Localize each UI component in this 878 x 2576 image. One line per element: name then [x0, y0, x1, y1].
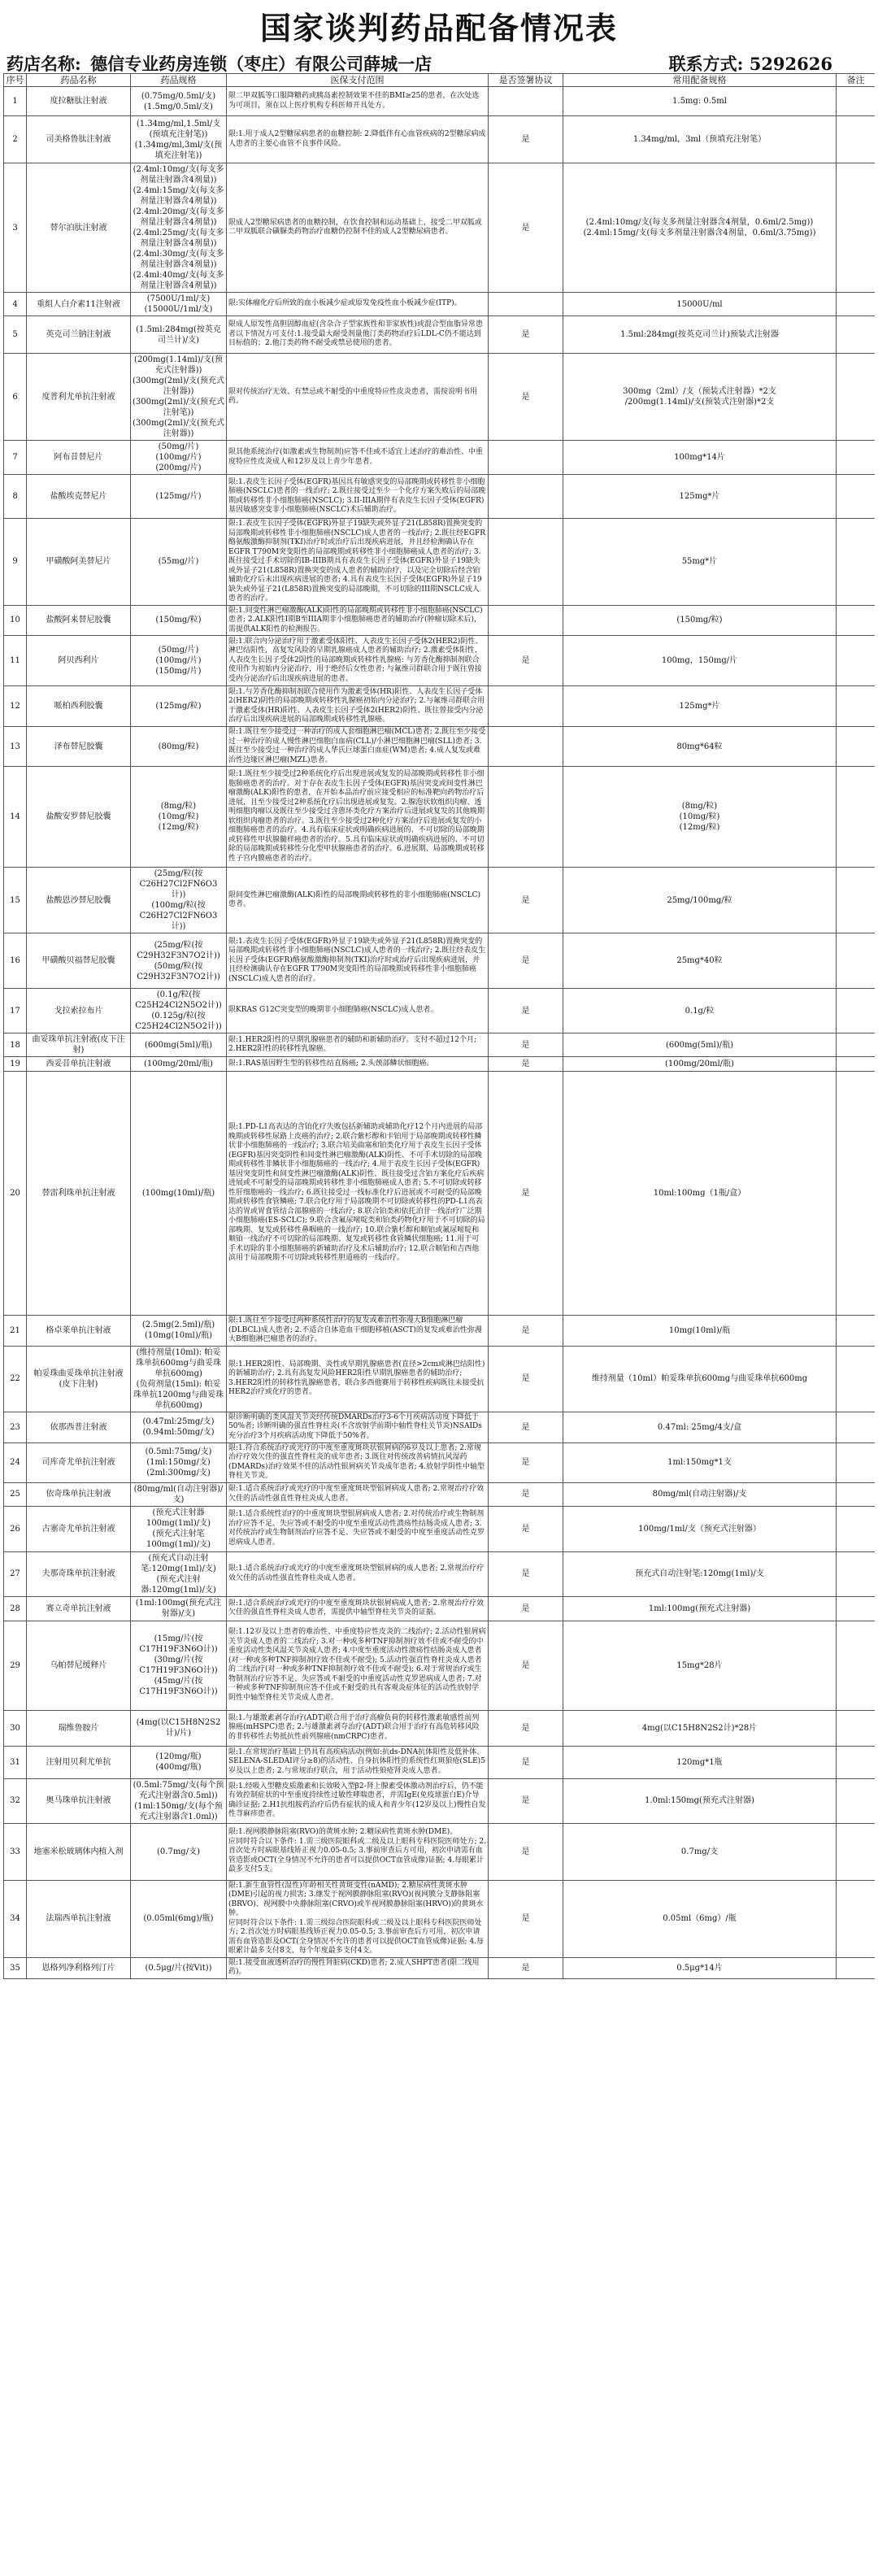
row-number-cell: 20: [4, 1072, 27, 1316]
row-number-cell: 28: [4, 1596, 27, 1621]
drug-spec-cell: (80mg/粒): [131, 727, 227, 767]
common-spec-cell: 300mg（2ml）/支（预装式注射器）*2支 /200mg(1.14ml)/支(预装式注射器)*2支: [563, 354, 837, 441]
drug-spec-cell: (0.5ml:75mg/支) (1ml:150mg/支) (2ml:300mg/支): [131, 1442, 227, 1482]
drug-spec-cell: (50mg/片) (100mg/片) (200mg/片): [131, 441, 227, 475]
insurance-scope-cell: 限:1.与雄激素剥夺治疗(ADT)联合用于治疗高瘤负荷的转移性激素敏感性前列腺癌(mHSPC)患者; 2.与雄激素剥夺治疗(ADT)联合用于治疗有高危转移风险的非转移性去势抵抗性前列腺癌(nmCRPC)患者。: [227, 1710, 489, 1746]
table-row: [4, 1746, 876, 1778]
row-number-cell: 6: [4, 354, 27, 441]
common-spec-cell: 55mg*片: [563, 519, 837, 606]
row-number-cell: 15: [4, 868, 27, 933]
insurance-scope-cell: 限:1.HER2阳性、局部晚期、炎性或早期乳腺癌患者(直径>2cm或淋巴结阳性)的新辅助治疗; 2.具有高复发风险HER2阳性早期乳腺癌患者的辅助治疗; 3.HER2阳性的转移性乳腺癌患者，联合多西他赛用于转移性疾病既往未接受抗HER2治疗或化疗的患者。: [227, 1346, 489, 1412]
table-row: [4, 1551, 876, 1596]
drug-name-cell: 乌帕替尼缓释片: [27, 1621, 131, 1710]
table-row: [4, 1957, 876, 1978]
remark-cell: [837, 1482, 876, 1506]
table-row: [4, 1506, 876, 1551]
remark-cell: [837, 1442, 876, 1482]
agreement-signed-cell: 是: [489, 1746, 563, 1778]
agreement-signed-cell: 是: [489, 1880, 563, 1957]
insurance-scope-cell: 限:1.表皮生长因子受体(EGFR)外显子19缺失或外显子21(L858R)置换突变的局部晚期或转移性非小细胞肺癌(NSCLC)成人患者的一线治疗; 2.既往经表皮生长因子受体(EGFR)酪氨酸激酶抑制剂(TKI)治疗时或治疗后出现疾病进展，并且经检测确认存在EGFR T790M突变阳性的局部晚期或转移性非小细胞肺癌(NSCLC)成人患者的治疗。: [227, 933, 489, 989]
common-spec-cell: 0.7mg/支: [563, 1823, 837, 1880]
insurance-scope-cell: 限:1.PD-L1高表达的含铂化疗失败包括新辅助或辅助化疗12个月内进展的局部晚期或转移性尿路上皮癌的治疗; 2.联合紫杉醇和卡铂用于局部晚期或转移性鳞状非小细胞肺癌的一线治疗; 3.联合培美曲塞和铂类化疗用于表皮生长因子受体(EGFR)基因突变阴性和间变性淋巴瘤激酶(ALK)阴性、不可手术切除的局部晚期或转移性非鳞状非小细胞肺癌的一线治疗; 4.用于表皮生长因子受体(EGFR)基因突变阴性和间变性淋巴瘤激酶(ALK)阴性、既往接受过含铂方案化疗后疾病进展或不可耐受的局部晚期或转移性非小细胞肺癌成人患者; 5.不可切除或转移性肝细胞癌的一线治疗; 6.既往接受过一线标准化疗后进展或不可耐受的局部晚期或转移性食管鳞癌; 7.联合化疗用于局部晚期不可切除或转移性的PD-L1高表达的胃或胃食管结合部腺癌的一线治疗; 8.联合铂类和依托泊苷一线治疗广泛期小细胞肺癌(ES-SCLC); 9.联合含氟尿嘧啶类和铂类药物化疗用于不可切除的局部晚期、复发或转移性鼻咽癌的一线治疗; 10.联合紫杉醇和顺铂或氟尿嘧啶和顺铂一线治疗不可切除的局部晚期、复发或转移性食管鳞状细胞癌; 11.用于可手术切除的非小细胞肺癌的新辅助治疗及术后辅助治疗; 12.联合顺铂和吉西他滨用于局部晚期不可切除或转移性胆道癌的一线治疗。: [227, 1072, 489, 1316]
drug-name-cell: 瑞维鲁胺片: [27, 1710, 131, 1746]
insurance-scope-cell: 限成人2型糖尿病患者的血糖控制，在饮食控制和运动基础上，接受二甲双胍或二甲双胍联合磺脲类药物治疗血糖仍控制不佳的成人2型糖尿病患者。: [227, 163, 489, 293]
agreement-signed-cell: 是: [489, 1072, 563, 1316]
drug-spec-cell: (0.5ml:75mg/支(每个预充式注射器含0.5ml)) (1ml:150mg/支(每个预充式注射器含1.0ml)): [131, 1778, 227, 1823]
drug-name-cell: 哌柏西利胶囊: [27, 686, 131, 727]
common-spec-cell: 0.47ml: 25mg/4支/盒: [563, 1412, 837, 1442]
drug-spec-cell: (0.7mg/支): [131, 1823, 227, 1880]
drug-spec-cell: (8mg/粒) (10mg/粒) (12mg/粒): [131, 767, 227, 868]
header-no: 序号: [4, 74, 27, 87]
drug-name-cell: 赛立奇单抗注射液: [27, 1596, 131, 1621]
common-spec-cell: (8mg/粒) (10mg/粒) (12mg/粒): [563, 767, 837, 868]
table-row: [4, 1346, 876, 1412]
drug-spec-cell: (0.5μg/片(按Vit)): [131, 1957, 227, 1978]
agreement-signed-cell: 是: [489, 354, 563, 441]
remark-cell: [837, 1506, 876, 1551]
row-number-cell: 9: [4, 519, 27, 606]
drug-spec-cell: (100mg(10ml)/瓶): [131, 1072, 227, 1316]
remark-cell: [837, 519, 876, 606]
common-spec-cell: 100mg*14片: [563, 441, 837, 475]
drug-table: [3, 73, 875, 1979]
row-number-cell: 22: [4, 1346, 27, 1412]
contact-label: 联系方式:: [668, 54, 744, 74]
drug-name-cell: 依那西普注射液: [27, 1412, 131, 1442]
insurance-scope-cell: 限:1.HER2阳性的早期乳腺癌患者的辅助和新辅助治疗。支付不超过12个月; 2.HER2阳性的转移性乳腺癌。: [227, 1033, 489, 1057]
remark-cell: [837, 1412, 876, 1442]
common-spec-cell: (150mg/粒): [563, 605, 837, 636]
row-number-cell: 14: [4, 767, 27, 868]
table-row: [4, 116, 876, 163]
drug-spec-cell: (2.4ml:10mg/支(每支多剂量注射器含4剂量)) (2.4ml:15mg/支(每支多剂量注射器含4剂量)) (2.4ml:20mg/支(每支多剂量注射器含4剂量)) (2.4ml:25mg/支(每支多剂量注射器含4剂量)) (2.4ml:30mg/支(每支多剂量注射器含4剂量)) (2.4ml:40mg/支(每支多剂量注射器含4剂量)): [131, 163, 227, 293]
drug-name-cell: 格卓莱单抗注射液: [27, 1316, 131, 1347]
table-row: [4, 441, 876, 475]
insurance-scope-cell: 限:1.RAS基因野生型的转移性结直肠癌; 2.头颈部鳞状细胞癌。: [227, 1057, 489, 1072]
remark-cell: [837, 475, 876, 519]
drug-name-cell: 司美格鲁肽注射液: [27, 116, 131, 163]
insurance-scope-cell: 限其他系统治疗(如激素或生物制剂)应答不佳或不适宜上述治疗的难治性、中重度特应性皮炎成人和12岁及以上青少年患者。: [227, 441, 489, 475]
agreement-signed-cell: [489, 293, 563, 316]
agreement-signed-cell: 是: [489, 1346, 563, 1412]
agreement-signed-cell: [489, 686, 563, 727]
common-spec-cell: 125mg*片: [563, 475, 837, 519]
agreement-signed-cell: 是: [489, 1621, 563, 1710]
header-remark: 备注: [837, 74, 876, 87]
table-row: [4, 316, 876, 354]
drug-name-cell: 盐酸安罗替尼胶囊: [27, 767, 131, 868]
row-number-cell: 24: [4, 1442, 27, 1482]
common-spec-cell: 25mg/100mg/粒: [563, 868, 837, 933]
remark-cell: [837, 933, 876, 989]
drug-spec-cell: (2.5mg(2.5ml)/瓶) (10mg(10ml)/瓶): [131, 1316, 227, 1347]
row-number-cell: 4: [4, 293, 27, 316]
remark-cell: [837, 1551, 876, 1596]
table-row: [4, 475, 876, 519]
common-spec-cell: 1.5mg: 0.5ml: [563, 87, 837, 116]
insurance-scope-cell: 限二甲双胍等口服降糖药或胰岛素控制效果不佳的BMI≥25的患者，在次处选为可项目，须在以上医疗机构专科医师开具处方。: [227, 87, 489, 116]
agreement-signed-cell: 是: [489, 1596, 563, 1621]
drug-spec-cell: (25mg/粒(按C26H27Cl2FN6O3计)) (100mg/粒(按C26H27Cl2FN6O3计)): [131, 868, 227, 933]
remark-cell: [837, 354, 876, 441]
row-number-cell: 23: [4, 1412, 27, 1442]
agreement-signed-cell: 是: [489, 1057, 563, 1072]
drug-table-wrapper: [3, 73, 875, 2569]
remark-cell: [837, 1621, 876, 1710]
table-row: [4, 1033, 876, 1057]
common-spec-cell: 0.05ml（6mg）/瓶: [563, 1880, 837, 1957]
agreement-signed-cell: 是: [489, 116, 563, 163]
insurance-scope-cell: 限:1.适合系统治疗或光疗的中度至重度斑块型银屑病成人患者; 2.常规治疗疗效欠佳的活动性强直性脊柱炎成人患者。: [227, 1482, 489, 1506]
drug-spec-cell: (预充式注射器100mg(1ml)/支) (预充式注射笔100mg(1ml)/支): [131, 1506, 227, 1551]
drug-spec-cell: (维持剂量(10ml): 帕妥珠单抗600mg与曲妥珠单抗600mg) (负荷剂量(15ml): 帕妥珠单抗1200mg与曲妥珠单抗600mg): [131, 1346, 227, 1412]
drug-name-cell: 度普利尤单抗注射液: [27, 354, 131, 441]
insurance-scope-cell: 限:1.用于成人2型糖尿病患者的血糖控制: 2.降低伴有心血管疾病的2型糖尿病成人患者的主要心血管不良事件风险。: [227, 116, 489, 163]
remark-cell: [837, 636, 876, 686]
agreement-signed-cell: [489, 605, 563, 636]
drug-name-cell: 盐酸恩沙替尼胶囊: [27, 868, 131, 933]
remark-cell: [837, 1880, 876, 1957]
remark-cell: [837, 1746, 876, 1778]
table-row: [4, 933, 876, 989]
drug-spec-cell: (0.1g/粒(按C25H24Cl2N5O2计)) (0.125g/粒(按C25H24Cl2N5O2计)): [131, 989, 227, 1033]
table-row: [4, 605, 876, 636]
table-row: [4, 1057, 876, 1072]
drug-name-cell: 夫那奇珠单抗注射液: [27, 1551, 131, 1596]
insurance-scope-cell: 限KRAS G12C突变型的晚期非小细胞肺癌(NSCLC)成人患者。: [227, 989, 489, 1033]
row-number-cell: 31: [4, 1746, 27, 1778]
drug-spec-cell: (125mg/粒): [131, 686, 227, 727]
table-row: [4, 354, 876, 441]
drug-name-cell: 阿布昔替尼片: [27, 441, 131, 475]
remark-cell: [837, 686, 876, 727]
drug-spec-cell: (15mg/片(按C17H19F3N6O计)) (30mg/片(按C17H19F3N6O计)) (45mg/片(按C17H19F3N6O计)): [131, 1621, 227, 1710]
table-row: [4, 636, 876, 686]
drug-spec-cell: (50mg/片) (100mg/片) (150mg/片): [131, 636, 227, 686]
drug-name-cell: 西妥昔单抗注射液: [27, 1057, 131, 1072]
common-spec-cell: 预充式自动注射笔:120mg(1ml)/支: [563, 1551, 837, 1596]
drug-name-cell: 甲磺酸贝福替尼胶囊: [27, 933, 131, 989]
agreement-signed-cell: 是: [489, 1823, 563, 1880]
drug-name-cell: 依奇珠单抗注射液: [27, 1482, 131, 1506]
agreement-signed-cell: 是: [489, 1316, 563, 1347]
insurance-scope-cell: 限:1.联合内分泌治疗用于激素受体阳性、人表皮生长因子受体2(HER2)阴性、淋巴结阳性，高复发风险的早期乳腺癌成人患者的辅助治疗; 2.激素受体阳性、人表皮生长因子受体2阴性的局部晚期或转移性乳腺癌: 与芳香化酶抑制剂联合使用作为初始内分泌治疗，用于绝经后女性患者; 与氟维司群联合用于既往曾接受内分泌治疗后出现疾病进展的患者。: [227, 636, 489, 686]
drug-name-cell: 英克司兰钠注射液: [27, 316, 131, 354]
drug-spec-cell: (1.34mg/ml,1.5ml/支(预填充注射笔)) (1.34mg/ml,3ml/支(预填充注射笔)): [131, 116, 227, 163]
drug-name-cell: 戈拉索拉布片: [27, 989, 131, 1033]
remark-cell: [837, 441, 876, 475]
table-row: [4, 163, 876, 293]
row-number-cell: 27: [4, 1551, 27, 1596]
drug-spec-cell: (80mg/ml(自动注射器)/支): [131, 1482, 227, 1506]
row-number-cell: 17: [4, 989, 27, 1033]
remark-cell: [837, 727, 876, 767]
row-number-cell: 25: [4, 1482, 27, 1506]
remark-cell: [837, 605, 876, 636]
row-number-cell: 21: [4, 1316, 27, 1347]
drug-spec-cell: (600mg(5ml)/瓶): [131, 1033, 227, 1057]
row-number-cell: 33: [4, 1823, 27, 1880]
header-insurance-scope: 医保支付范围: [227, 74, 489, 87]
agreement-signed-cell: [489, 727, 563, 767]
insurance-scope-cell: 限:1.与芳香化酶抑制剂联合使用作为激素受体(HR)阳性、人表皮生长因子受体2(HER2)阴性的局部晚期或转移性乳腺癌初始内分泌治疗; 2.与氟维司群联合用于激素受体(HR)阳性、人表皮生长因子受体2(HER2)阴性、既往曾接受内分泌治疗后出现疾病进展的局部晚期或转移性乳腺癌。: [227, 686, 489, 727]
header-common-spec: 常用配备规格: [563, 74, 837, 87]
drug-spec-cell: (150mg/粒): [131, 605, 227, 636]
header-drug-spec: 药品规格: [131, 74, 227, 87]
insurance-scope-cell: 限:1.经吸入型糖皮质激素和长效吸入型β2-肾上腺素受体激动剂治疗后，仍不能有效控制症状的中至重度持续性过敏性哮喘患者，并需IgE(免疫球蛋白E)介导确诊证据; 2.H1抗组胺药治疗后仍有症状的成人和青少年(12岁及以上)慢性自发性荨麻疹患者。: [227, 1778, 489, 1823]
common-spec-cell: 15mg*28片: [563, 1621, 837, 1710]
table-row: [4, 293, 876, 316]
table-row: [4, 767, 876, 868]
row-number-cell: 13: [4, 727, 27, 767]
drug-name-cell: 盐酸埃克替尼片: [27, 475, 131, 519]
common-spec-cell: 25mg*40粒: [563, 933, 837, 989]
row-number-cell: 19: [4, 1057, 27, 1072]
insurance-scope-cell: 限对传统治疗无效、有禁忌或不耐受的中重度特应性皮炎患者，需按说明书用药。: [227, 354, 489, 441]
agreement-signed-cell: 是: [489, 989, 563, 1033]
drug-spec-cell: (100mg/20ml/瓶): [131, 1057, 227, 1072]
row-number-cell: 1: [4, 87, 27, 116]
remark-cell: [837, 1710, 876, 1746]
row-number-cell: 5: [4, 316, 27, 354]
drug-name-cell: 阿贝西利片: [27, 636, 131, 686]
agreement-signed-cell: [489, 475, 563, 519]
agreement-signed-cell: 是: [489, 1551, 563, 1596]
drug-name-cell: 帕妥珠曲妥珠单抗注射液(皮下注射): [27, 1346, 131, 1412]
agreement-signed-cell: 是: [489, 316, 563, 354]
header-drug-name: 药品名称: [27, 74, 131, 87]
table-body: [4, 87, 876, 1979]
common-spec-cell: 4mg(以C15H8N2S2计)*28片: [563, 1710, 837, 1746]
remark-cell: [837, 1596, 876, 1621]
drug-spec-cell: (1.5ml:284mg(按英克司兰计)/支): [131, 316, 227, 354]
drug-spec-cell: (120mg/瓶) (400mg/瓶): [131, 1746, 227, 1778]
drug-spec-cell: (0.05ml(6mg)/瓶): [131, 1880, 227, 1957]
agreement-signed-cell: 是: [489, 1778, 563, 1823]
row-number-cell: 8: [4, 475, 27, 519]
drug-spec-cell: (预充式自动注射笔:120mg(1ml)/支) (预充式注射器:120mg(1ml)/支): [131, 1551, 227, 1596]
insurance-scope-cell: 限:1.表皮生长因子受体(EGFR)基因具有敏感突变的局部晚期或转移性非小细胞肺癌(NSCLC)患者的一线治疗; 2.既往接受过至少一个化疗方案失败后的局部晚期或转移性非小细胞肺癌(NSCLC); 3.II-IIIA期伴有表皮生长因子受体(EGFR)基因敏感突变非小细胞肺癌(NSCLC)术后辅助治疗。: [227, 475, 489, 519]
row-number-cell: 10: [4, 605, 27, 636]
common-spec-cell: 100mg/1ml/支（预充式注射器）: [563, 1506, 837, 1551]
drug-spec-cell: (0.47ml:25mg/支) (0.94ml:50mg/支): [131, 1412, 227, 1442]
drug-name-cell: 替雷利珠单抗注射液: [27, 1072, 131, 1316]
table-row: [4, 1316, 876, 1347]
drug-name-cell: 曲妥珠单抗注射液(皮下注射): [27, 1033, 131, 1057]
contact-phone: 5292626: [749, 54, 832, 74]
drug-name-cell: 度拉糖肽注射液: [27, 87, 131, 116]
remark-cell: [837, 989, 876, 1033]
drug-spec-cell: (4mg(以C15H8N2S2计)/片): [131, 1710, 227, 1746]
agreement-signed-cell: 是: [489, 1957, 563, 1978]
drug-name-cell: 古塞奇尤单抗注射液: [27, 1506, 131, 1551]
drug-name-cell: 泽布替尼胶囊: [27, 727, 131, 767]
agreement-signed-cell: 是: [489, 1506, 563, 1551]
table-row: [4, 868, 876, 933]
contact-block: [669, 54, 832, 75]
common-spec-cell: 80mg*64粒: [563, 727, 837, 767]
agreement-signed-cell: [489, 441, 563, 475]
agreement-signed-cell: 是: [489, 636, 563, 686]
table-header-row: [4, 74, 876, 87]
row-number-cell: 16: [4, 933, 27, 989]
store-info-row: [7, 54, 871, 75]
store-label: 药店名称:: [7, 54, 81, 74]
document-title: 国家谈判药品配备情况表: [259, 11, 618, 46]
drug-spec-cell: (7500U/1ml/支) (15000U/1ml/支): [131, 293, 227, 316]
table-row: [4, 1072, 876, 1316]
row-number-cell: 3: [4, 163, 27, 293]
common-spec-cell: 15000U/ml: [563, 293, 837, 316]
insurance-scope-cell: 限:1.符合系统治疗或光疗的中度至重度斑块状银屑病的6岁及以上患者; 2.常规治疗疗效欠佳的强直性脊柱炎的成年患者; 3.既往对传统改善病情抗风湿药(DMARDs)治疗效果不佳的活动性银屑病关节炎成年患者; 4.放射学阴性中轴型脊柱关节炎。: [227, 1442, 489, 1482]
common-spec-cell: 1ml:100mg(预充式注射器): [563, 1596, 837, 1621]
row-number-cell: 32: [4, 1778, 27, 1823]
drug-name-cell: 司库奇尤单抗注射液: [27, 1442, 131, 1482]
table-row: [4, 1442, 876, 1482]
insurance-scope-cell: 限:1.既往至少接受过2种系统化疗后出现进展或复发的局部晚期或转移性非小细胞肺癌患者的治疗。对于存在表皮生长因子受体(EGFR)基因突变或间变性淋巴瘤激酶(ALK)阳性的患者，在开始本品治疗前应接受相应的标准靶向药物治疗后进展，且至少接受过2种系统化疗后出现进展或复发。2.腺泡状软组织肉瘤、透明细胞肉瘤以及既往至少接受过含蒽环类化疗方案治疗后进展或复发的其他晚期软组织肉瘤患者的治疗。3.既往至少接受过2种化疗方案治疗后进展或复发的小细胞肺癌患者的治疗。4.具有临床症状或明确疾病进展的、不可切除的局部晚期或转移性甲状腺髓样癌患者的治疗。5.具有临床症状或明确疾病进展的、不可切除的局部晚期或转移性分化型甲状腺癌患者的治疗。6.进展期、局部晚期或转移性子宫内膜癌患者的治疗。: [227, 767, 489, 868]
drug-spec-cell: (55mg/片): [131, 519, 227, 606]
common-spec-cell: 100mg，150mg/片: [563, 636, 837, 686]
table-row: [4, 1482, 876, 1506]
drug-name-cell: 地塞米松玻璃体内植入剂: [27, 1823, 131, 1880]
insurance-scope-cell: 限间变性淋巴瘤激酶(ALK)阳性的局部晚期或转移性的非小细胞肺癌(NSCLC)患者。: [227, 868, 489, 933]
agreement-signed-cell: 是: [489, 1482, 563, 1506]
remark-cell: [837, 1823, 876, 1880]
insurance-scope-cell: 限:1.适合系统性治疗的中重度斑块型银屑病成人患者; 2.对传统治疗或生物制剂治疗应答不足、失应答或不耐受的中度至重度活动性溃疡性结肠炎成人患者; 3.对传统治疗或生物制剂治疗应答不足、失应答或不耐受的中度至重度活动性克罗恩病成人患者。: [227, 1506, 489, 1551]
remark-cell: [837, 1072, 876, 1316]
agreement-signed-cell: [489, 767, 563, 868]
insurance-scope-cell: 限:1.间变性淋巴瘤激酶(ALK)阳性的局部晚期或转移性非小细胞肺癌(NSCLC)患者; 2.ALK阳性I期B至IIIA期非小细胞肺癌患者的辅助治疗(肿瘤切除术后)，需提供ALK阳性的检测报告。: [227, 605, 489, 636]
row-number-cell: 11: [4, 636, 27, 686]
table-row: [4, 1596, 876, 1621]
common-spec-cell: (600mg(5ml)/瓶): [563, 1033, 837, 1057]
table-row: [4, 1778, 876, 1823]
remark-cell: [837, 767, 876, 868]
drug-name-cell: 替尔泊肽注射液: [27, 163, 131, 293]
table-row: [4, 87, 876, 116]
common-spec-cell: 10ml:100mg（1瓶/盒）: [563, 1072, 837, 1316]
remark-cell: [837, 1057, 876, 1072]
remark-cell: [837, 293, 876, 316]
common-spec-cell: (100mg/20ml/瓶): [563, 1057, 837, 1072]
table-row: [4, 519, 876, 606]
row-number-cell: 34: [4, 1880, 27, 1957]
row-number-cell: 29: [4, 1621, 27, 1710]
drug-spec-cell: (0.75mg/0.5ml/支) (1.5mg/0.5ml/支): [131, 87, 227, 116]
table-row: [4, 1621, 876, 1710]
remark-cell: [837, 316, 876, 354]
insurance-scope-cell: 限:1.适合系统治疗或光疗的中度至重度斑块状银屑病成人患者; 2.常规治疗疗效欠佳的强直性脊柱炎成人患者，需提供中轴型脊柱关节炎的证据。: [227, 1596, 489, 1621]
insurance-scope-cell: 限:1.视网膜静脉阻塞(RVO)的黄斑水肿; 2.糖尿病性黄斑水肿(DME)。 应同时符合以下条件: 1.需三级医院眼科或二级及以上眼科专科医院医师处方; 2.首次处方时病眼基线矫正视力0.05-0.5; 3.事前审查后方可用，初次申请需有血管造影或OCT(全身情况不允许的患者可以提供OCT血管成像)证据; 4.每眼累计最多支付5支。: [227, 1823, 489, 1880]
drug-name-cell: 重组人白介素11注射液: [27, 293, 131, 316]
common-spec-cell: 1.5ml:284mg(按英克司兰计)预装式注射器: [563, 316, 837, 354]
table-row: [4, 1710, 876, 1746]
insurance-scope-cell: 限成人原发性高胆固醇血症(含杂合子型家族性和非家族性)或混合型血脂异常患者以下情况方可支付:1.接受最大耐受剂量他汀类药物治疗后LDL-C仍不能达到目标值的；2.他汀类药物不耐受或禁忌使用的患者。: [227, 316, 489, 354]
common-spec-cell: 10mg(10ml)/瓶: [563, 1316, 837, 1347]
row-number-cell: 2: [4, 116, 27, 163]
insurance-scope-cell: 限:1.既往至少接受过一种治疗的成人套细胞淋巴瘤(MCL)患者; 2.既往至少接受过一种治疗的成人慢性淋巴细胞白血病(CLL)/小淋巴细胞淋巴瘤(SLL)患者; 3.既往至少接受过一种治疗的成人华氏巨球蛋白血症(WM)患者; 4.成人复发或难治性边缘区淋巴瘤(MZL)患者。: [227, 727, 489, 767]
insurance-scope-cell: 限:1.既往至少接受过两种系统性治疗的复发或难治性弥漫大B细胞淋巴瘤(DLBCL)成人患者; 2.不适合自体造血干细胞移植(ASCT)的复发或难治性弥漫大B细胞淋巴瘤患者的治疗。: [227, 1316, 489, 1347]
drug-spec-cell: (1ml:100mg(预充式注射器)/支): [131, 1596, 227, 1621]
row-number-cell: 35: [4, 1957, 27, 1978]
drug-spec-cell: (200mg(1.14ml)/支(预充式注射器)) (300mg(2ml)/支(预充式注射器)) (300mg(2ml)/支(预充式注射笔)) (300mg(2ml)/支(预充式注射器)): [131, 354, 227, 441]
remark-cell: [837, 1778, 876, 1823]
insurance-scope-cell: 限:1.表皮生长因子受体(EGFR)外显子19缺失或外显子21(L858R)置换突变的局部晚期或转移性非小细胞肺癌(NSCLC)成人患者的一线治疗; 2.既往经EGFR酪氨酸激酶抑制剂(TKI)治疗时或治疗后出现疾病进展，并且经检测确认存在EGFR T790M突变阳性的局部晚期或转移性非小细胞肺癌成人患者的治疗; 3.既往接受过手术切除的IB-IIIB期具有表皮生长因子受体(EGFR)外显子19缺失或外显子21(L858R)置换突变的成人患者的辅助治疗，以及完全切除后经含铂辅助化疗后未出现疾病进展的患者; 4.具有表皮生长因子受体(EGFR)外显子19缺失或外显子21(L858R)置换突变的局部晚期，不可切除的III期NSCLC成人患者的治疗。: [227, 519, 489, 606]
table-row: [4, 1823, 876, 1880]
drug-name-cell: 法瑞西单抗注射液: [27, 1880, 131, 1957]
row-number-cell: 30: [4, 1710, 27, 1746]
common-spec-cell: (2.4ml:10mg/支(每支多剂量注射器含4剂量，0.6ml/2.5mg)) (2.4ml:15mg/支(每支多剂量注射器含4剂量，0.6ml/3.75mg)): [563, 163, 837, 293]
common-spec-cell: 1ml:150mg*1支: [563, 1442, 837, 1482]
remark-cell: [837, 116, 876, 163]
insurance-scope-cell: 限:1.12岁及以上患者的难治性、中重度特应性皮炎的二线治疗; 2.活动性银屑病关节炎成人患者的二线治疗; 3.对一种或多种TNF抑制剂疗效不佳或不耐受的中重度活动性类风湿关节炎成人患者; 4.中度至重度活动性溃疡性结肠炎成人患者(对一种或多种TNF抑制剂疗效不佳或不耐受); 5.活动性强直性脊柱炎成人患者的二线治疗(对一种或多种TNF抑制剂疗效不佳或不耐受); 6.对于常规治疗或生物制剂治疗应答不足、失应答或不耐受的中重度活动性克罗恩病成人患者; 7.对一种或多种TNF抑制剂应答不佳或不耐受的具有客观炎症体征的活动性放射学阴性中轴型脊柱关节炎成人患者。: [227, 1621, 489, 1710]
common-spec-cell: 80mg/ml(自动注射器)/支: [563, 1482, 837, 1506]
header-agreement-signed: 是否签署协议: [489, 74, 563, 87]
common-spec-cell: 125mg*片: [563, 686, 837, 727]
insurance-scope-cell: 限:实体瘤化疗后所致的血小板减少症或原发免疫性血小板减少症(ITP)。: [227, 293, 489, 316]
table-row: [4, 727, 876, 767]
row-number-cell: 18: [4, 1033, 27, 1057]
drug-spec-cell: (125mg/片): [131, 475, 227, 519]
agreement-signed-cell: 是: [489, 1710, 563, 1746]
insurance-scope-cell: 限:1.适合系统治疗或光疗的中度至重度斑块型银屑病的成人患者; 2.常规治疗疗效欠佳的活动性强直性脊柱炎成人患者。: [227, 1551, 489, 1596]
drug-name-cell: 盐酸阿来替尼胶囊: [27, 605, 131, 636]
remark-cell: [837, 868, 876, 933]
insurance-scope-cell: 限:1.在常规治疗基础上仍具有高疾病活动(例如:抗ds-DNA抗体阳性及低补体、SELENA-SLEDAI评分≥8)的活动性、自身抗体阳性的系统性红斑狼疮(SLE)5岁及以上患者; 2.与常规治疗联合，用于活动性狼疮肾炎成人患者。: [227, 1746, 489, 1778]
remark-cell: [837, 1316, 876, 1347]
store-name: 德信专业药房连锁（枣庄）有限公司薛城一店: [90, 54, 432, 74]
insurance-scope-cell: 限:1.接受血液透析治疗的慢性肾脏病(CKD)患者; 2.成人SHPT患者(限二线用药)。: [227, 1957, 489, 1978]
drug-name-cell: 甲磺酸阿美替尼片: [27, 519, 131, 606]
agreement-signed-cell: [489, 519, 563, 606]
common-spec-cell: 0.5μg*14片: [563, 1957, 837, 1978]
table-row: [4, 1412, 876, 1442]
common-spec-cell: 0.1g/粒: [563, 989, 837, 1033]
row-number-cell: 7: [4, 441, 27, 475]
agreement-signed-cell: [489, 87, 563, 116]
drug-spec-cell: (25mg/粒(按C29H32F3N7O2计)) (50mg/粒(按C29H32F3N7O2计)): [131, 933, 227, 989]
table-row: [4, 1880, 876, 1957]
agreement-signed-cell: 是: [489, 933, 563, 989]
remark-cell: [837, 163, 876, 293]
agreement-signed-cell: 是: [489, 163, 563, 293]
remark-cell: [837, 87, 876, 116]
drug-name-cell: 奥马珠单抗注射液: [27, 1778, 131, 1823]
common-spec-cell: 1.0ml:150mg(预充式注射器): [563, 1778, 837, 1823]
row-number-cell: 12: [4, 686, 27, 727]
drug-name-cell: 恩格列净利格列汀片: [27, 1957, 131, 1978]
agreement-signed-cell: 是: [489, 1442, 563, 1482]
insurance-scope-cell: 限:1.新生血管性(湿性)年龄相关性黄斑变性(nAMD); 2.糖尿病性黄斑水肿(DME)引起的视力损害; 3.继发于视网膜静脉阻塞(RVO)(视网膜分支静脉阻塞(BRVO)、视网膜中央静脉阻塞(CRVO)或半视网膜静脉阻塞(HRVO))的黄斑水肿。 应同时符合以下条件: 1.需三级综合医院眼科或二级及以上眼科专科医院医师处方; 2.首次处方时病眼基线矫正视力0.05-0.5; 3.事前审查后方可用，初次申请需有血管造影及OCT(全身情况不允许的患者可以提供OCT血管成像)证据; 4.每眼累计最多支付8支，每个年度最多支付4支。: [227, 1880, 489, 1957]
drug-name-cell: 注射用贝利尤单抗: [27, 1746, 131, 1778]
common-spec-cell: 120mg*1瓶: [563, 1746, 837, 1778]
table-row: [4, 989, 876, 1033]
remark-cell: [837, 1957, 876, 1978]
common-spec-cell: 1.34mg/ml，3ml（预填充注射笔）: [563, 116, 837, 163]
remark-cell: [837, 1346, 876, 1412]
agreement-signed-cell: 是: [489, 1412, 563, 1442]
row-number-cell: 26: [4, 1506, 27, 1551]
remark-cell: [837, 1033, 876, 1057]
common-spec-cell: 维持剂量（10ml）帕妥珠单抗600mg与曲妥珠单抗600mg: [563, 1346, 837, 1412]
table-row: [4, 686, 876, 727]
insurance-scope-cell: 限诊断明确的类风湿关节炎经传统DMARDs治疗3-6个月疾病活动度下降低于50%者; 诊断明确的强直性脊柱炎(不含放射学前期中轴性脊柱关节炎)NSAIDs充分治疗3个月疾病活动度下降低于50%者。: [227, 1412, 489, 1442]
agreement-signed-cell: 是: [489, 1033, 563, 1057]
agreement-signed-cell: 是: [489, 868, 563, 933]
